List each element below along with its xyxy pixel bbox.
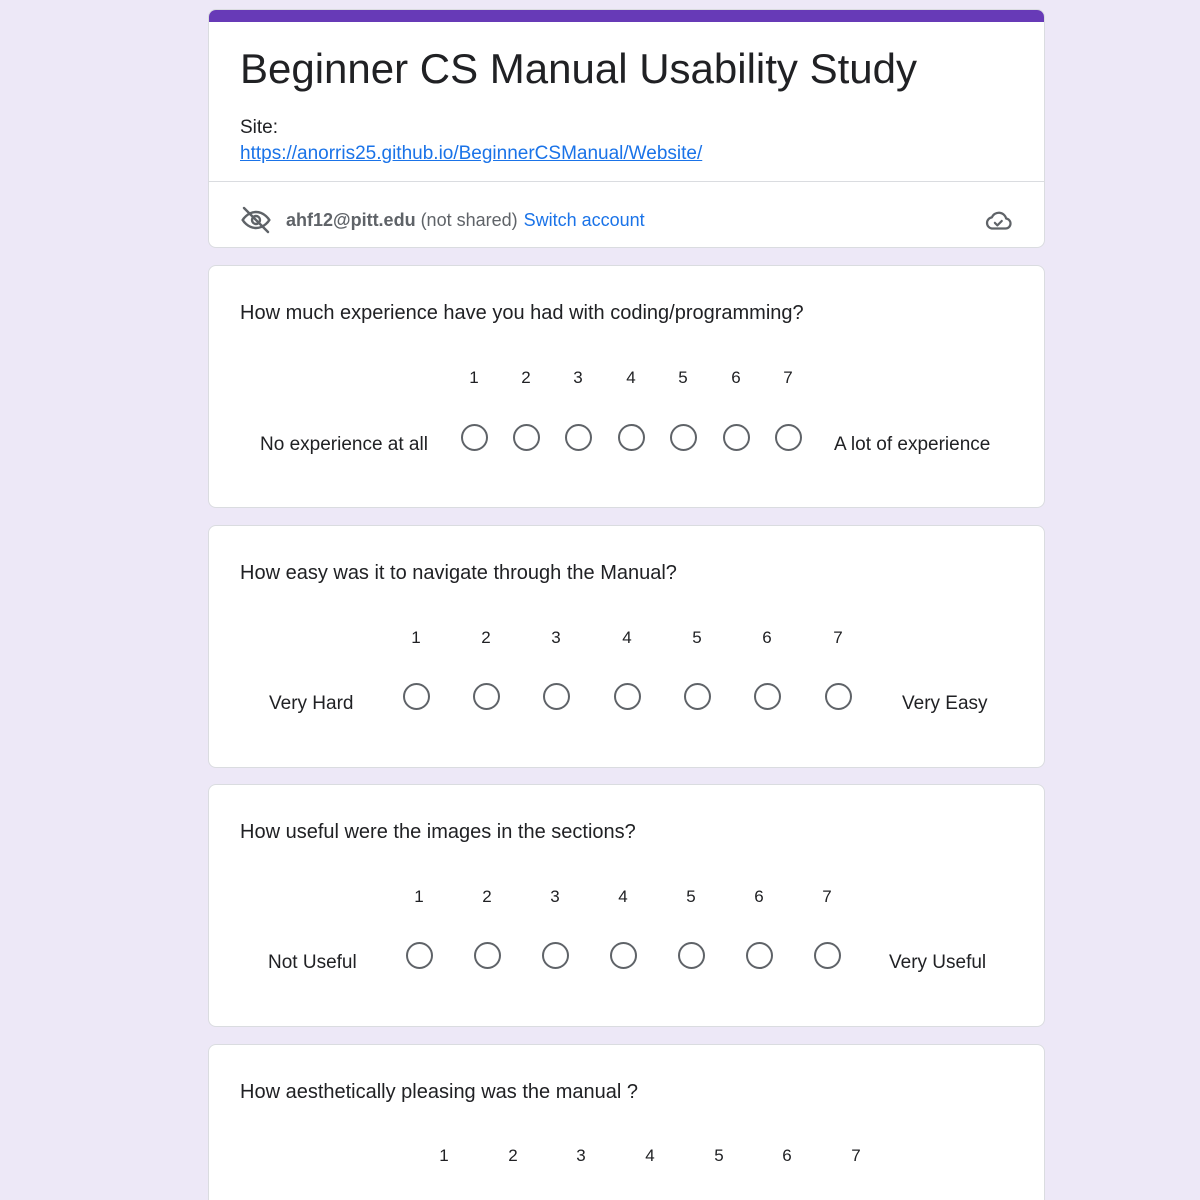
scale-number: 3 (550, 887, 560, 906)
scale-number: 4 (622, 628, 632, 647)
scale-radio-3[interactable] (542, 942, 569, 969)
question-card (208, 1044, 1045, 1200)
scale-number: 5 (678, 368, 688, 387)
question-title: How easy was it to navigate through the Manual? (240, 562, 677, 584)
form-header-card (208, 9, 1045, 248)
site-link[interactable]: https://anorris25.github.io/BeginnerCSManual/Website/ (240, 143, 703, 164)
scale-radio-1[interactable] (406, 942, 433, 969)
question-card (208, 265, 1045, 508)
scale-number: 5 (692, 628, 702, 647)
scale-number: 4 (626, 368, 636, 387)
account-row (240, 196, 1013, 244)
scale-number: 2 (481, 628, 491, 647)
scale-radio-2[interactable] (474, 942, 501, 969)
scale-radio-6[interactable] (723, 424, 750, 451)
scale-radio-5[interactable] (670, 424, 697, 451)
scale-radio-2[interactable] (513, 424, 540, 451)
scale-radio-7[interactable] (814, 942, 841, 969)
scale-number: 1 (439, 1146, 449, 1165)
switch-account-link[interactable]: Switch account (523, 209, 645, 230)
header-accent-bar (209, 10, 1044, 22)
question-card (208, 525, 1045, 768)
scale-radio-6[interactable] (746, 942, 773, 969)
cloud-done-icon (983, 206, 1013, 236)
scale-number: 7 (833, 628, 843, 647)
scale-number: 6 (754, 887, 764, 906)
scale-radio-3[interactable] (543, 683, 570, 710)
scale-number: 7 (851, 1146, 861, 1165)
scale-number: 5 (714, 1146, 724, 1165)
scale-number: 2 (521, 368, 531, 387)
scale-low-label: Very Hard (269, 693, 354, 714)
scale-number: 4 (645, 1146, 655, 1165)
site-label: Site: (240, 117, 279, 138)
scale-number: 4 (618, 887, 628, 906)
scale-number: 6 (762, 628, 772, 647)
scale-number: 1 (414, 887, 424, 906)
account-email: ahf12@pitt.edu (286, 209, 416, 230)
scale-radio-4[interactable] (610, 942, 637, 969)
scale-number: 3 (551, 628, 561, 647)
scale-number: 3 (573, 368, 583, 387)
scale-high-label: Very Useful (889, 952, 987, 973)
scale-radio-4[interactable] (618, 424, 645, 451)
scale-radio-5[interactable] (678, 942, 705, 969)
scale-radio-1[interactable] (403, 683, 430, 710)
scale-number: 2 (508, 1146, 518, 1165)
scale-number: 2 (482, 887, 492, 906)
header-divider (209, 181, 1044, 182)
scale-number: 1 (469, 368, 479, 387)
question-title: How much experience have you had with coding/programming? (240, 302, 804, 324)
scale-number: 5 (686, 887, 696, 906)
scale-low-label: Not Useful (268, 952, 357, 973)
scale-radio-7[interactable] (775, 424, 802, 451)
scale-radio-1[interactable] (461, 424, 488, 451)
account-note: (not shared) (420, 209, 518, 230)
question-card (208, 784, 1045, 1027)
scale-radio-3[interactable] (565, 424, 592, 451)
scale-number: 1 (411, 628, 421, 647)
eye-off-icon (240, 204, 272, 236)
scale-number: 3 (576, 1146, 586, 1165)
scale-low-label: No experience at all (260, 434, 428, 455)
question-title: How aesthetically pleasing was the manual ? (240, 1081, 638, 1103)
scale-radio-4[interactable] (614, 683, 641, 710)
scale-number: 7 (822, 887, 832, 906)
scale-number: 6 (731, 368, 741, 387)
form-title: Beginner CS Manual Usability Study (240, 45, 918, 92)
scale-high-label: Very Easy (902, 693, 988, 714)
scale-number: 6 (782, 1146, 792, 1165)
scale-radio-7[interactable] (825, 683, 852, 710)
scale-radio-2[interactable] (473, 683, 500, 710)
question-title: How useful were the images in the sections? (240, 821, 636, 843)
scale-radio-5[interactable] (684, 683, 711, 710)
scale-radio-6[interactable] (754, 683, 781, 710)
scale-number: 7 (783, 368, 793, 387)
scale-high-label: A lot of experience (834, 434, 991, 455)
